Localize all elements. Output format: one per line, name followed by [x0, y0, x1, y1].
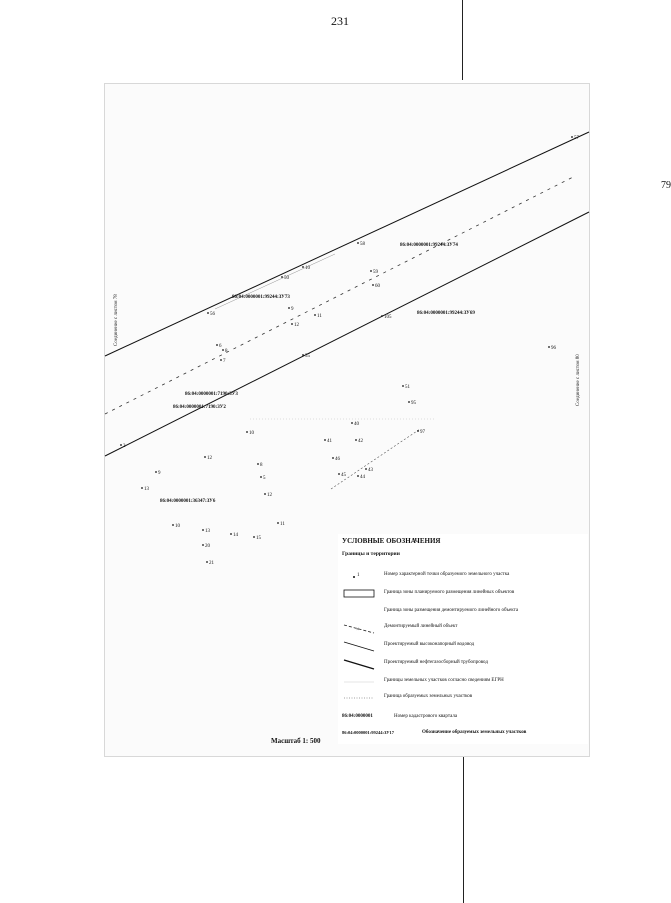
parcel-boundary	[215, 254, 335, 309]
legend-item-text: Граница зоны размещения демонтируемого линейного объекта	[384, 608, 519, 613]
point-label: 95	[411, 401, 416, 406]
legend-parcel-text: Обозначение образуемых земельных участков	[422, 730, 527, 735]
parcel-label: 86:04:0000001:99244:ЗУ69	[417, 311, 475, 316]
point-label: 12	[207, 456, 212, 461]
point-label: 8	[260, 463, 263, 468]
parcel-label: 86:04:0000001:7190:ЗУ3	[185, 392, 238, 397]
point-label: 60	[375, 284, 380, 289]
legend-item-demolish-zone	[342, 606, 586, 618]
point-marker	[204, 456, 206, 458]
dash-cross-line-icon	[342, 622, 376, 634]
point-marker	[408, 401, 410, 403]
point-marker	[372, 284, 374, 286]
scale-label: Масштаб 1: 500	[271, 737, 321, 745]
point-label: 59	[373, 270, 378, 275]
point-label: 12	[267, 493, 272, 498]
zone-boundary-lower	[105, 212, 589, 456]
legend-item-text: Демонтируемый линейный объект	[384, 624, 458, 629]
point-marker	[120, 444, 122, 446]
point-marker	[332, 457, 334, 459]
point-label: 14	[233, 533, 238, 538]
point-marker	[202, 529, 204, 531]
point-label: 50	[284, 276, 289, 281]
point-label: 2	[123, 444, 126, 449]
point-label: 40	[354, 422, 359, 427]
legend-item-water-pipe	[342, 640, 586, 652]
egrn-boundary-icon	[342, 676, 376, 688]
point-marker	[246, 431, 248, 433]
point-marker	[402, 385, 404, 387]
point-marker	[381, 315, 383, 317]
demolish-zone-icon	[342, 606, 376, 618]
water-pipe-line-icon	[342, 640, 376, 652]
point-label: 10	[305, 266, 310, 271]
legend-item-text: Номер характерной точки образуемого земельного участка	[384, 572, 510, 577]
formed-boundary-icon	[342, 692, 376, 704]
point-label: 12	[294, 323, 299, 328]
scan-line	[462, 0, 463, 80]
legend-quarter-text: Номер кадастрового квартала	[394, 714, 458, 719]
legend-item-oil-pipe	[342, 658, 586, 670]
map-sheet	[104, 83, 671, 757]
point-marker	[302, 354, 304, 356]
legend-item-quarter	[342, 712, 586, 724]
point-marker	[571, 136, 573, 138]
legend-item-text: Границы земельных участков согласно сведениям ЕГРН	[384, 678, 504, 683]
point-label: 11	[280, 522, 285, 527]
point-label: 13	[144, 487, 149, 492]
point-marker	[260, 476, 262, 478]
point-marker	[230, 533, 232, 535]
oil-pipe-line-icon	[342, 658, 376, 670]
legend-subtitle: Границы и территории	[342, 551, 400, 557]
parcel-label: 86:04:0000001:99244:ЗУ74	[400, 243, 458, 248]
legend-item-text: Граница образуемых земельных участков	[384, 694, 473, 699]
sheet-number: 79	[661, 180, 671, 191]
page-number: 231	[331, 14, 349, 28]
point-label: 21	[209, 561, 214, 566]
point-label: 44	[360, 475, 365, 480]
point-label: 45	[341, 473, 346, 478]
point-marker	[207, 312, 209, 314]
point-label: 96	[551, 346, 556, 351]
legend-item-point	[342, 570, 586, 582]
parcel-label: 86:04:0000001:7190:ЗУ2	[173, 405, 226, 410]
point-label: 58	[360, 242, 365, 247]
point-label: 105	[384, 315, 392, 320]
point-marker	[548, 346, 550, 348]
point-label: 46	[335, 457, 340, 462]
point-marker	[417, 430, 419, 432]
point-marker	[155, 471, 157, 473]
point-label: 9	[158, 471, 161, 476]
legend-title: УСЛОВНЫЕ ОБОЗНАЧЕНИЯ	[342, 537, 441, 545]
point-marker	[351, 422, 353, 424]
point-label: 5	[263, 476, 266, 481]
point-label: 6	[219, 344, 222, 349]
point-marker	[257, 463, 259, 465]
zone-box-icon	[342, 588, 376, 600]
legend-parcel-code: 86:04:0000001:99244:ЗУ17	[342, 730, 395, 735]
point-label: 41	[327, 439, 332, 444]
point-marker	[277, 522, 279, 524]
parcel-label: 86:04:0000001:36347:ЗУ6	[160, 499, 216, 504]
point-marker	[355, 439, 357, 441]
point-marker	[216, 344, 218, 346]
legend-item-demolished-object	[342, 622, 586, 634]
point-label: 8	[225, 349, 228, 354]
point-marker	[324, 439, 326, 441]
svg-text:×: ×	[356, 627, 360, 633]
point-label: 51	[405, 385, 410, 390]
point-label: 97	[420, 430, 425, 435]
point-marker	[314, 314, 316, 316]
point-label: 42	[358, 439, 363, 444]
legend-item-formed-boundary	[342, 692, 586, 704]
point-marker	[370, 270, 372, 272]
continuation-right-label: Соединение с листом 80	[576, 354, 581, 406]
legend-item-parcel-code	[342, 728, 586, 740]
point-marker	[302, 266, 304, 268]
point-marker	[357, 242, 359, 244]
demolished-line	[105, 176, 575, 414]
legend-item-text: Проектируемый высоконапорный водовод	[384, 642, 475, 647]
demolished-line	[331, 429, 420, 489]
point-marker	[172, 524, 174, 526]
point-marker	[264, 493, 266, 495]
point-label: 7	[223, 359, 226, 364]
point-label: 56	[210, 312, 215, 317]
point-label: 20	[205, 544, 210, 549]
legend-item-egrn-boundary	[342, 676, 586, 688]
point-label: 43	[368, 468, 373, 473]
point-label: 15	[256, 536, 261, 541]
legend-item-text: Проектируемый нефтегазосборный трубопровод	[384, 660, 488, 665]
point-marker	[141, 487, 143, 489]
point-marker	[253, 536, 255, 538]
zone-boundary-upper	[105, 132, 589, 356]
point-marker	[202, 544, 204, 546]
point-marker	[338, 473, 340, 475]
point-marker	[222, 349, 224, 351]
legend	[338, 534, 588, 744]
continuation-left-label: Соединение с листом 78	[114, 294, 119, 346]
legend-item-zone-box	[342, 588, 586, 600]
point-marker	[220, 359, 222, 361]
point-label: 13	[205, 529, 210, 534]
point-marker	[291, 323, 293, 325]
legend-item-text: Граница зоны планируемого размещения линейных объектов	[384, 590, 515, 595]
point-marker	[357, 475, 359, 477]
point-marker	[206, 561, 208, 563]
point-label: 9	[291, 307, 294, 312]
scan-line	[463, 755, 464, 903]
point-marker	[288, 307, 290, 309]
legend-quarter-code: 86:04:0000001	[342, 714, 373, 719]
point-label: 11	[317, 314, 322, 319]
legend-marker: 1	[357, 573, 360, 578]
point-marker	[281, 276, 283, 278]
point-label: 10	[249, 431, 254, 436]
parcel-label: 86:04:0000001:99244:ЗУ73	[232, 295, 290, 300]
point-symbol-icon	[342, 570, 376, 582]
point-label: 55	[305, 354, 310, 359]
point-label: 10	[175, 524, 180, 529]
point-marker	[365, 468, 367, 470]
point-label: 57	[574, 136, 579, 141]
